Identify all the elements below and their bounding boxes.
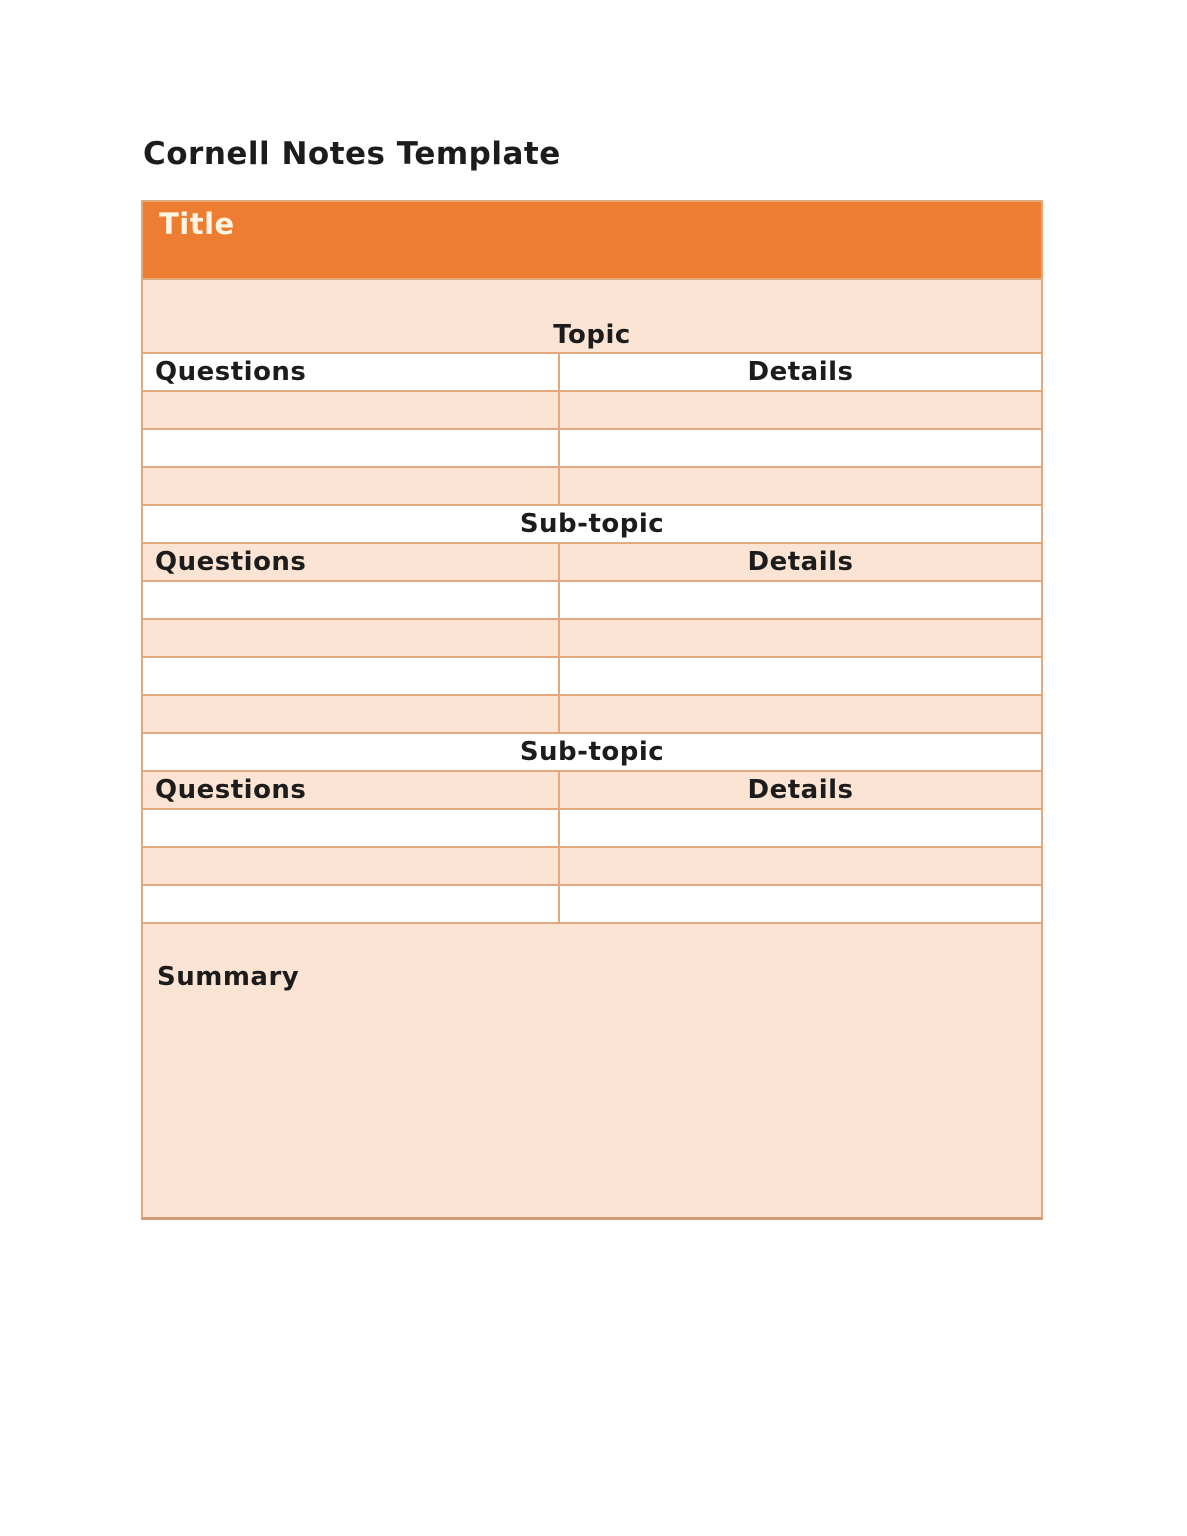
detail-input-cell[interactable]: [560, 430, 1041, 466]
details-cell: [560, 772, 1041, 808]
question-input-cell[interactable]: [143, 392, 560, 428]
question-input-cell[interactable]: [143, 658, 560, 694]
subtopic-label: Sub-topic: [519, 737, 665, 767]
question-input-cell[interactable]: [143, 582, 560, 618]
title-header-row[interactable]: [143, 202, 1041, 278]
questions-label: Questions: [155, 547, 307, 577]
questions-label: Questions: [155, 775, 307, 805]
cornell-notes-table: [141, 200, 1043, 1220]
detail-input-cell[interactable]: [560, 696, 1041, 732]
details-cell: [560, 354, 1041, 390]
title-label: Title: [159, 207, 235, 241]
summary-section[interactable]: [143, 922, 1041, 1217]
subtopic-label: Sub-topic: [519, 509, 665, 539]
details-label: Details: [747, 547, 854, 577]
question-input-cell[interactable]: [143, 886, 560, 922]
detail-input-cell[interactable]: [560, 886, 1041, 922]
note-row: [143, 580, 1041, 618]
detail-input-cell[interactable]: [560, 392, 1041, 428]
note-row: [143, 656, 1041, 694]
questions-cell: [143, 544, 560, 580]
question-input-cell[interactable]: [143, 848, 560, 884]
note-row: [143, 390, 1041, 428]
detail-input-cell[interactable]: [560, 620, 1041, 656]
note-row: [143, 694, 1041, 732]
question-input-cell[interactable]: [143, 620, 560, 656]
page-title: Cornell Notes Template: [143, 136, 561, 172]
note-row: [143, 466, 1041, 504]
questions-cell: [143, 354, 560, 390]
summary-label: Summary: [157, 962, 300, 992]
question-input-cell[interactable]: [143, 696, 560, 732]
detail-input-cell[interactable]: [560, 810, 1041, 846]
details-label: Details: [747, 775, 854, 805]
detail-input-cell[interactable]: [560, 468, 1041, 504]
details-cell: [560, 544, 1041, 580]
note-row: [143, 428, 1041, 466]
questions-label: Questions: [155, 357, 307, 387]
questions-details-header: [143, 352, 1041, 390]
detail-input-cell[interactable]: [560, 582, 1041, 618]
questions-details-header: [143, 542, 1041, 580]
topic-row[interactable]: [143, 278, 1041, 352]
questions-details-header: [143, 770, 1041, 808]
question-input-cell[interactable]: [143, 430, 560, 466]
questions-cell: [143, 772, 560, 808]
note-row: [143, 618, 1041, 656]
question-input-cell[interactable]: [143, 810, 560, 846]
detail-input-cell[interactable]: [560, 658, 1041, 694]
question-input-cell[interactable]: [143, 468, 560, 504]
note-row: [143, 884, 1041, 922]
subtopic-row[interactable]: [143, 504, 1041, 542]
note-row: [143, 846, 1041, 884]
details-label: Details: [747, 357, 854, 387]
detail-input-cell[interactable]: [560, 848, 1041, 884]
subtopic-row[interactable]: [143, 732, 1041, 770]
note-row: [143, 808, 1041, 846]
topic-label: Topic: [553, 320, 631, 350]
